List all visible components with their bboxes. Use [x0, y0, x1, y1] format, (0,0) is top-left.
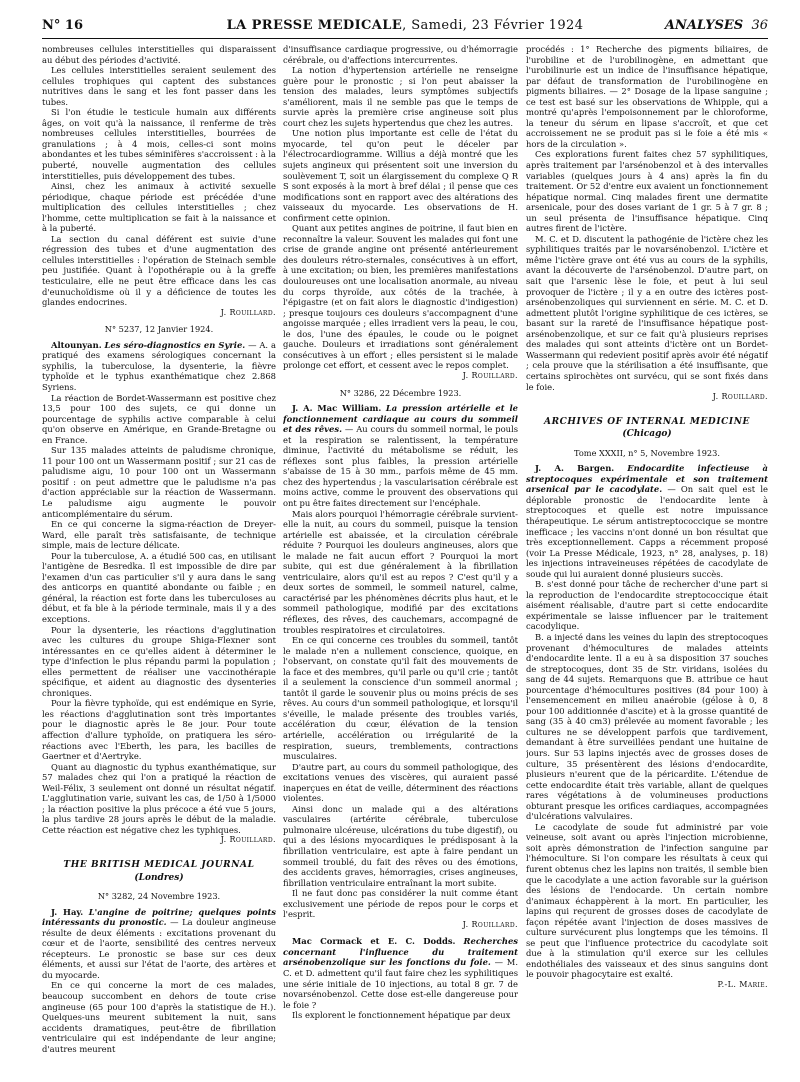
issue-reference: Tome XXXII, n° 5, Novembre 1923.: [574, 447, 720, 458]
signature: J. Rouillard.: [712, 392, 768, 402]
journal-masthead: [42, 18, 768, 33]
signature: J. Rouillard.: [220, 835, 276, 845]
abstract-text: — On sait quel est le déplorable pronostic de l'endocardite lente à streptocoques et quelle est notre impuissance thérapeutique. Le sérum antistreptococcique se montre inefficace ; les vaccins n'ont donné un bon résultat que très exceptionnellement. Capps a récemment proposé (voir La Presse Médicale, 1923, n° 28, analyses, p. 18) les injections intraveineuses répétées de cacodylate de soude qui lui auraient donné plusieurs succès.: [526, 484, 768, 579]
paragraph: Il ne faut donc pas considérer la nuit comme étant exclusivement une période de repos pour le corps et l'esprit.: [283, 888, 518, 920]
abstract-author: J. A. Mac William.: [292, 403, 382, 414]
paragraph: La section du canal déférent est suivie d'une régression des tubes et d'une augmentation des cellules interstitielles : l'opération de Steinach semble peu justifiée. Quant à l'opothérapie ou à la greffe testiculaire, elle ne peut être efficace dans les cas d'eunuchoïdisme où il y a déficience de toutes les glandes endocrines.: [42, 233, 276, 308]
journal-place: (Londres): [134, 872, 184, 883]
issue-reference: N° 5237, 12 Janvier 1924.: [104, 324, 214, 335]
abstract-lead: [283, 403, 518, 508]
journal-heading: THE BRITISH MEDICAL JOURNAL: [63, 860, 255, 871]
signature: J. Rouillard.: [220, 307, 276, 317]
column-3: [526, 44, 768, 1074]
abstract-lead: [42, 340, 276, 393]
abstract-lead: [526, 463, 768, 579]
paragraph: En ce qui concerne la sigma-réaction de Dreyer-Ward, elle paraît très satisfaisante, de technique simple, mais de lecture délicate.: [42, 519, 276, 551]
paragraph: Quant au diagnostic du typhus exanthématique, sur 57 malades chez qui l'on a pratiqué la réaction de Weil-Félix, 3 seulement ont donné un résultat négatif. L'agglutination varie, suivant les cas, de 1/50 à 1/5000 ; la réaction positive la plus précoce a été vue 5 jours, la plus tardive 28 jours après le début de la maladie. Cette réaction est négative chez les typhiques.: [42, 761, 276, 835]
paragraph: nombreuses cellules interstitielles qui disparaissent au début des périodes d'activité.: [42, 44, 276, 65]
journal-place: (Chicago): [622, 429, 672, 440]
abstract-author: Altounyan.: [51, 339, 102, 350]
abstract-title: Endocardite infectieuse à streptocoques expérimentale et son traitement arsenical par le cacodylate.: [526, 463, 768, 495]
paragraph: D'autre part, au cours du sommeil pathologique, des excitations venues des viscères, qui auraient passé inaperçues en état de veille, déterminent des réactions violentes.: [283, 761, 518, 804]
abstract-text: — La douleur angineuse résulte de deux éléments : excitations provenant du cœur et de l'aorte, sensibilité des centres nerveux récepteurs. Le pronostic se base sur ces deux éléments, et aussi sur l'état de l'aorte, des artères et du myocarde.: [42, 917, 276, 980]
abstract-title: Les séro-diagnostics en Syrie.: [104, 339, 246, 350]
abstract-title: L'angine de poitrine; quelques points intéressants du pronostic.: [42, 906, 276, 928]
column-2: [283, 44, 518, 1074]
paragraph: La notion d'hypertension artérielle ne renseigne guère pour le pronostic ; si l'on peut abaisser la tension des malades, leurs symptômes subjectifs s'améliorent, mais il ne semble pas que le temps de survie après la première crise angineuse soit plus court chez les sujets hypertendus que chez les autres.: [283, 65, 518, 128]
paragraph: Quant aux petites angines de poitrine, il faut bien en reconnaître la valeur. Souvent les malades qui font une crise de grande angine ont présenté antérieurement des douleurs rétro-sternales, consécutives à un effort, à une excitation; ou bien, les premières manifestations douloureuses ont une localisation anormale, au niveau du corps thyroïde, aux côtés de la trachée, à l'épigastre (et on fait alors le diagnostic d'indigestion) ; presque toujours ces douleurs s'accompagnent d'une angoisse marquée ; elles irradient vers la peau, le cou, le dos, l'une des épaules, le coude ou le poignet gauche. Douleurs et irradiations sont généralement consécutives à un effort ; elles persistent si le malade prolonge cet effort, et cessent avec le repos complet.: [283, 223, 518, 371]
abstract-author: Mac Cormack et E. C. Dodds.: [292, 936, 456, 947]
paragraph: Ainsi donc un malade qui a des altérations vasculaires (artérite cérébrale, tuberculose pulmonaire ulcéreuse, ulcérations du tube digestif), ou qui a des lésions myocardiques le prédisposant à la fibrillation ventriculaire, est apte à faire pendant un sommeil troublé, du fait des rêves ou des émotions, des accidents graves, hémorragies, crises angineuses, fibrillation ventriculaire entraînant la mort subite.: [283, 803, 518, 888]
paragraph: M. C. et D. discutent la pathogénie de l'ictère chez les syphilitiques traités par le novarsénobenzol. L'ictère et même l'ictère grave ont été vus au cours de la syphilis, avant la découverte de l'arsénobenzol. D'autre part, on sait que l'arsenic lèse le foie, et peut à lui seul provoquer de l'ictère ; il y a en outre des ictères post-arsénobenzoliques qui surviennent en série. M. C. et D. admettent plutôt l'origine syphilitique de ces ictères, se basant sur la rareté de l'insuffisance hépatique post-arsénobenzolique, et sur ce fait qu'à plusieurs reprises des malades qui sont atteints d'ictère ont un Bordet-Wassermann qui redevient positif après avoir été négatif ; cela prouve que la stérilisation a été insuffisante, que certains spirochètes ont survécu, qui se sont fixés dans le foie.: [526, 233, 768, 392]
paragraph: Les cellules interstitielles seraient seulement des cellules trophiques qui captent des substances nutritives dans le sang et les font passer dans les tubes.: [42, 65, 276, 107]
abstract-text: — A. a pratiqué des examens sérologiques concernant la syphilis, la tuberculose, la dysenterie, la fièvre typhoïde et le typhus exanthématique chez 2.868 Syriens.: [42, 339, 276, 392]
paragraph: Ainsi, chez les animaux à activité sexuelle périodique, chaque période est précédée d'une multiplication des cellules interstitielles ; chez l'homme, cette multiplication se fait à la naissance et à la puberté.: [42, 181, 276, 234]
paragraph: Si l'on étudie le testicule humain aux différents âges, on voit qu'à la naissance, il renferme de très nombreuses cellules interstitielles, bourrées de granulations ; à 4 mois, celles-ci sont moins abondantes et les tubes séminifères s'accroissent : à la puberté, nouvelle augmentation des cellules interstitielles, puis développement des tubes.: [42, 107, 276, 181]
paragraph: Ils explorent le fonctionnement hépatique par deux: [292, 1010, 511, 1021]
abstract-author: J. A. Bargen.: [535, 463, 615, 474]
running-header: [42, 14, 768, 39]
column-1: [42, 44, 276, 1074]
paragraph: B. s'est donné pour tâche de rechercher d'une part si la reproduction de l'endocardite streptococcique était aisément réalisable, d'autre part si cette endocardite expérimentale se laisse influencer par le traitement cacodylique.: [526, 579, 768, 632]
paragraph: Ces explorations furent faites chez 57 syphilitiques, après traitement par l'arsénobenzol et à des intervalles variables (quelques jours à 4 ans) après la fin du traitement. Or 52 d'entre eux avaient un fonctionnement hépatique normal. Cinq malades firent une dermatite arsenicale, pour des doses variant de 1 gr. 5 à 7 gr. 8 ; un seul présenta de l'insuffisance hépatique. Cinq autres firent de l'ictère.: [526, 149, 768, 234]
abstract-lead: [42, 907, 276, 981]
paragraph: B. a injecté dans les veines du lapin des streptocoques provenant d'hémocultures de malades atteints d'endocardite lente. Il a eu à sa disposition 37 souches de streptocoques, dont 35 de Str. viridans, isolées du sang de 44 sujets. Remarquons que B. attribue ce haut pourcentage d'hémocultures positives (84 pour 100) à l'ensemencement en milieu anaérobie (gélose à 0, 8 pour 100 additionnée d'ascite) et à la grosse quantité de sang (35 à 40 cm3) prélevée au moment favorable ; les cultures ne se développent parfois que tardivement, demandant à être surveillées pendant une huitaine de jours. Sur 53 lapins injectés avec de grosses doses de culture, 35 présentèrent des lésions d'endocardite, plusieurs n'eurent que de la péricardite. L'étendue de cette endocardite était très variable, allant de quelques rares végétations à de volumineuses productions obturant presque les orifices cardiaques, accompagnées d'ulcérations valvulaires.: [526, 631, 768, 822]
section-label: [665, 18, 768, 33]
section-name: ANALYSES: [664, 18, 744, 33]
paragraph: d'insuffisance cardiaque progressive, ou d'hémorragie cérébrale, ou d'affections intercurrentes.: [283, 44, 518, 65]
paragraph: Le cacodylate de soude fut administré par voie veineuse, soit avant ou après l'injection microbienne, soit après démonstration de l'infection sanguine par l'hémoculture. Si l'on compare les résultats à ceux qui furent obtenus chez les lapins non traités, il semble bien que le cacodylate a une action favorable sur la guérison des lésions de l'endocarde. Un certain nombre d'animaux échappèrent à la mort. En particulier, les lapins qui reçurent de grosses doses de cacodylate de façon répétée avant l'injection de doses massives de culture survécurent plus longtemps que les témoins. Il se peut que l'influence protectrice du cacodylate soit due à la stimulation qu'il exerce sur les cellules endothéliales des vaisseaux et des sinus sanguins dont le pouvoir phagocytaire est exalté.: [526, 821, 768, 980]
abstract-author: J. Hay.: [51, 906, 84, 917]
paragraph: Pour la dysenterie, les réactions d'agglutination avec les cultures du groupe Shiga-Flexner sont intéressantes en ce qu'elles aident à déterminer le type d'infection le plus répandu parmi la population ; elles permettent de réaliser une vaccinothérapie spécifique, et aident au diagnostic des dysenteries chroniques.: [42, 624, 276, 698]
paragraph: Pour la fièvre typhoïde, qui est endémique en Syrie, les réactions d'agglutination sont très importantes pour le diagnostic après le 8e jour. Pour toute affection d'allure typhoïde, on pratiquera les séro-réactions avec l'Eberth, les para, les bacilles de Gaertner et d'Aertryke.: [42, 698, 276, 762]
signature: J. Rouillard.: [462, 919, 518, 929]
abstract-lead: [283, 936, 518, 1010]
paragraph: Sur 135 malades atteints de paludisme chronique, 11 pour 100 ont un Wassermann positif ; sur 21 cas de paludisme aigu, 10 pour 100 ont un Wassermann positif : on peut admettre que le paludisme n'a pas d'action appréciable sur la réaction de Wassermann. Le paludisme aigu augmente le pouvoir anticomplémentaire du sérum.: [42, 445, 276, 519]
abstract-text: — M. C. et D. admettent qu'il faut faire chez les syphilitiques une série initiale de 10 injections, au total 8 gr. 7 de novarsénobenzol. Cette dose est-elle dangereuse pour le foie ?: [283, 957, 518, 1010]
signature: P.-L. Marie.: [717, 980, 768, 990]
paragraph: En ce qui concerne ces troubles du sommeil, tantôt le malade n'en a nullement conscience, quoique, en l'observant, on constate qu'il fait des mouvements de la face et des membres, qu'il parle ou qu'il crie ; tantôt il a seulement la conscience d'un sommeil anormal ; tantôt il garde le souvenir plus ou moins précis de ses rêves. Au cours d'un sommeil pathologique, et lorsqu'il s'éveille, le malade présente des troubles variés, accélération du cœur, élévation de la tension artérielle, accélération ou irrégularité de la respiration, sueurs, tremblements, contractions musculaires.: [283, 635, 518, 762]
issue-date: , Samedi, 23 Février 1924: [402, 18, 584, 33]
abstract-title: Recherches concernant l'influence du traitement arsénobenzolique sur les fonctions du foie.: [283, 936, 518, 968]
paragraph: En ce qui concerne la mort de ces malades, beaucoup succombent en dehors de toute crise angineuse (65 pour 100 d'après la statistique de H.). Quelques-uns meurent subitement la nuit, sans accidents dramatiques, peut-être de fibrillation ventriculaire qui est indépendante de leur angine; d'autres meurent: [42, 980, 276, 1054]
page-number: N° 16: [42, 18, 83, 33]
paragraph: procédés : 1° Recherche des pigments biliaires, de l'urobiline et de l'urobilinogène, en admettant que l'urobilinurie est un indice de l'insuffisance hépatique, par défaut de transformation de l'urobilinogène en pigments biliaires. — 2° Dosage de la lipase sanguine ; ce test est basé sur les observations de Whipple, qui a montré qu'après l'empoisonnement par le chloroforme, la teneur du sérum en lipase s'accroît, et que cet accroissement ne se produit pas si le foie a été mis « hors de la circulation ».: [526, 44, 768, 149]
section-page: 36: [751, 18, 768, 33]
signature: J. Rouillard.: [462, 370, 518, 380]
paragraph: Pour la tuberculose, A. a étudié 500 cas, en utilisant l'antigène de Besredka. Il est impossible de dire par l'examen d'un cas particulier s'il y aura dans le sang des anticorps en quantité abondante ou faible ; en général, la réaction est forte dans les tuberculoses au début, et fa ble à la période terminale, mais il y a des exceptions.: [42, 550, 276, 624]
paragraph: La réaction de Bordet-Wassermann est positive chez 13,5 pour 100 des sujets, ce qui donne un pourcentage de syphilis active comparable à celui qu'on observe en Amérique, en Grande-Bretagne ou en France.: [42, 392, 276, 445]
issue-reference: N° 3282, 24 Novembre 1923.: [97, 891, 221, 902]
abstract-text: — Au cours du sommeil normal, le pouls et la respiration se ralentissent, la température diminue, l'activité du métabolisme se réduit, les réflexes sont plus faibles, la pression artérielle s'abaisse de 15 à 30 mm., parfois même de 45 mm. chez des hypertendus ; la vascularisation cérébrale est moins active, comme le prouvent des observations qui ont pu être faites directement sur l'encéphale.: [283, 424, 518, 508]
journal-name: LA PRESSE MEDICALE: [226, 18, 403, 33]
paragraph: Une notion plus importante est celle de l'état du myocarde, tel qu'on peut le déceler par l'électrocardiogramme. Willius a déjà montré que les sujets angineux qui présentent soit une inversion du soulèvement T, soit un élargissement du complexe Q R S sont exposés à la mort à bref délai ; il pense que ces modifications sont en rapport avec des altérations des vaisseaux du myocarde. Les observations de H. confirment cette opinion.: [283, 128, 518, 223]
abstract-title: La pression artérielle et le fonctionnement cardiaque au cours du sommeil et des rêves.: [283, 403, 518, 435]
issue-reference: N° 3286, 22 Décembre 1923.: [339, 387, 462, 398]
journal-heading: ARCHIVES OF INTERNAL MEDICINE: [543, 416, 751, 427]
paragraph: Mais alors pourquoi l'hémorragie cérébrale survient-elle la nuit, au cours du sommeil, puisque la tension artérielle est abaissée, et la circulation cérébrale réduite ? Pourquoi les douleurs angineuses, alors que le malade ne fait aucun effort ? Pourquoi la mort subite, qui est due généralement à la fibrillation ventriculaire, alors qu'il est au repos ? C'est qu'il y a deux sortes de sommeil, le sommeil naturel, calme, caractérisé par les phénomènes décrits plus haut, et le sommeil pathologique, modifié par des excitations réflexes, des rêves, des cauchemars, accompagné de troubles respiratoires et circulatoires.: [283, 508, 518, 635]
